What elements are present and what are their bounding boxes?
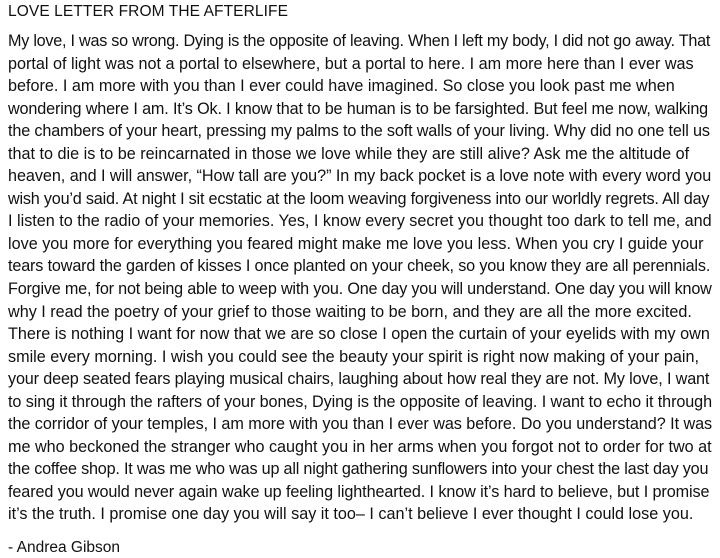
text-line: your deep seated fears playing musical chairs, laughing about how real they are not. My love, I want (8, 370, 710, 389)
letter-page (8, 2, 712, 558)
text-line: love you more for everything you feared might make me love you less. When you cry I guide your (8, 234, 704, 253)
text-line: before. I am more with you than I ever could have imagined. So close you look past me when (8, 77, 675, 96)
text-line: portal of light was not a portal to elsewhere, but a portal to here. I am more here than I ever was (8, 54, 694, 73)
text-line: wondering where I am. It’s Ok. I know that to be human is to be farsighted. But feel me now, walking (8, 99, 709, 118)
author-signature: - Andrea Gibson (8, 539, 121, 557)
text-line: My love, I was so wrong. Dying is the opposite of leaving. When I left my body, I did not go away. That (8, 32, 711, 50)
text-line: Forgive me, for not being able to weep with you. One day you will understand. One day you will know (8, 280, 712, 299)
document-title: LOVE LETTER FROM THE AFTERLIFE (8, 3, 289, 20)
text-line: There is nothing I want for now that we are so close I open the curtain of your eyelids with my own (8, 325, 710, 344)
text-line: the corridor of your temples, I am more with you than I ever was before. Do you understand? It was (8, 415, 713, 434)
text-line: me who beckoned the stranger who caught you in her arms when you forgot not to order for two at (8, 437, 712, 456)
text-line: wish you’d said. At night I sit ecstatic at the loom weaving forgiveness into our worldly regrets. All day (8, 189, 710, 208)
text-line: heaven, and I will answer, “How tall are you?” In my back pocket is a love note with every word you (8, 167, 712, 186)
letter-body (8, 30, 712, 526)
text-line: to sing it through the rafters of your bones, Dying is the opposite of leaving. I want to echo it through (8, 392, 712, 411)
text-line: I listen to the radio of your memories. Yes, I know every secret you thought too dark to tell me, and (8, 212, 712, 231)
text-line: smile every morning. I wish you could see the beauty your spirit is right now making of your pain, (8, 347, 699, 366)
text-line: why I read the poetry of your grief to those waiting to be born, and they are all the more excited. (8, 302, 692, 321)
text-line: feared you would never again wake up feeling lighthearted. I know it’s hard to believe, but I promise (8, 482, 710, 501)
text-line: that to die is to be reincarnated in those we love while they are still alive? Ask me the altitude of (8, 144, 690, 163)
text-line: the coffee shop. It was me who was up all night gathering sunflowers into your chest the last day you (8, 460, 709, 479)
text-line: the chambers of your heart, pressing my palms to the soft walls of your living. Why did no one tell us (8, 122, 710, 141)
text-line: it’s the truth. I promise one day you will say it too– I can’t believe I ever thought I could lose you. (8, 505, 694, 524)
text-line: tears toward the garden of kisses I once planted on your cheek, so you know they are all perennials. (8, 257, 711, 276)
